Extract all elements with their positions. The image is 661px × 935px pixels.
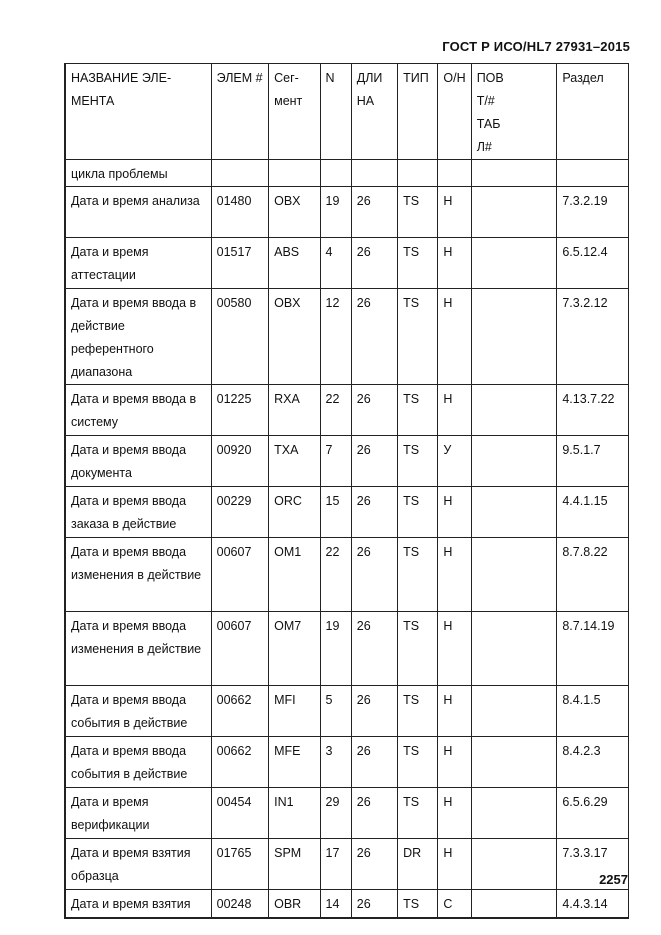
table-row: [65, 436, 629, 487]
table-row: [65, 612, 629, 686]
cell-elem: 00607: [211, 538, 268, 612]
cell-n: 14: [320, 890, 351, 918]
cell-type: TS: [398, 487, 438, 538]
cell-elem: 00662: [211, 686, 268, 737]
cell-required: У: [438, 436, 471, 487]
cell-type: TS: [398, 612, 438, 686]
cell-length: 26: [351, 839, 397, 890]
cell-elem: 00662: [211, 737, 268, 788]
cell-length: 26: [351, 737, 397, 788]
cell-elem: 00454: [211, 788, 268, 839]
cell-required: Н: [438, 612, 471, 686]
cell-required: Н: [438, 289, 471, 385]
cell-required: Н: [438, 788, 471, 839]
cell-n: 22: [320, 385, 351, 436]
cell-type: TS: [398, 890, 438, 918]
cell-segment: ABS: [269, 238, 320, 289]
cell-type: DR: [398, 839, 438, 890]
cell-section: 6.5.6.29: [557, 788, 629, 839]
table-row: [65, 238, 629, 289]
cell-section: 4.13.7.22: [557, 385, 629, 436]
cell-rep-table: [471, 612, 557, 686]
table-row: [65, 487, 629, 538]
cell-rep-table: [471, 788, 557, 839]
cell-name: Дата и время верификации: [65, 788, 211, 839]
cell-n: 12: [320, 289, 351, 385]
page-number: 2257: [599, 872, 628, 887]
cell-section: 8.7.14.19: [557, 612, 629, 686]
cell-required: [438, 160, 471, 187]
cell-type: TS: [398, 187, 438, 238]
cell-required: Н: [438, 686, 471, 737]
cell-elem: 01765: [211, 839, 268, 890]
cell-required: Н: [438, 487, 471, 538]
table-row: [65, 187, 629, 238]
cell-length: 26: [351, 788, 397, 839]
cell-segment: ORC: [269, 487, 320, 538]
cell-segment: MFI: [269, 686, 320, 737]
cell-segment: MFE: [269, 737, 320, 788]
col-header-name: НАЗВАНИЕ ЭЛЕ-МЕНТА: [65, 64, 211, 160]
cell-name: цикла проблемы: [65, 160, 211, 187]
cell-n: 22: [320, 538, 351, 612]
cell-segment: OM1: [269, 538, 320, 612]
cell-length: 26: [351, 385, 397, 436]
cell-section: 9.5.1.7: [557, 436, 629, 487]
cell-name: Дата и время анализа: [65, 187, 211, 238]
cell-name: Дата и время ввода изменения в действие: [65, 538, 211, 612]
cell-name: Дата и время ввода в действие референтного диапазона: [65, 289, 211, 385]
cell-length: 26: [351, 238, 397, 289]
col-header-elem: ЭЛЕМ #: [211, 64, 268, 160]
cell-length: 26: [351, 686, 397, 737]
cell-rep-table: [471, 289, 557, 385]
cell-rep-table: [471, 238, 557, 289]
cell-elem: 00607: [211, 612, 268, 686]
cell-required: Н: [438, 839, 471, 890]
cell-type: TS: [398, 289, 438, 385]
cell-segment: [269, 160, 320, 187]
cell-segment: OBX: [269, 289, 320, 385]
document-header: ГОСТ Р ИСО/HL7 27931–2015: [442, 39, 630, 54]
cell-section: 6.5.12.4: [557, 238, 629, 289]
cell-length: 26: [351, 289, 397, 385]
cell-elem: 01480: [211, 187, 268, 238]
table-row: [65, 385, 629, 436]
cell-type: TS: [398, 385, 438, 436]
cell-name: Дата и время ввода события в действие: [65, 686, 211, 737]
col-header-rep-table: [471, 64, 557, 160]
cell-rep-table: [471, 385, 557, 436]
cell-section: 4.4.3.14: [557, 890, 629, 918]
cell-required: С: [438, 890, 471, 918]
cell-n: 7: [320, 436, 351, 487]
cell-segment: OBX: [269, 187, 320, 238]
col-header-table: ТАБ Л#: [476, 117, 501, 154]
cell-segment: IN1: [269, 788, 320, 839]
cell-section: 7.3.3.17: [557, 839, 629, 890]
cell-type: TS: [398, 238, 438, 289]
cell-length: 26: [351, 187, 397, 238]
cell-n: 3: [320, 737, 351, 788]
cell-rep-table: [471, 436, 557, 487]
cell-section: [557, 160, 629, 187]
cell-elem: 00229: [211, 487, 268, 538]
cell-required: Н: [438, 737, 471, 788]
cell-rep-table: [471, 686, 557, 737]
cell-segment: OM7: [269, 612, 320, 686]
cell-rep-table: [471, 187, 557, 238]
cell-section: 7.3.2.12: [557, 289, 629, 385]
cell-name: Дата и время взятия образца: [65, 839, 211, 890]
table-row: [65, 890, 629, 918]
cell-elem: 01225: [211, 385, 268, 436]
cell-name: Дата и время ввода изменения в действие: [65, 612, 211, 686]
cell-type: TS: [398, 788, 438, 839]
cell-n: 5: [320, 686, 351, 737]
cell-segment: SPM: [269, 839, 320, 890]
col-header-type: ТИП: [398, 64, 438, 160]
cell-name: Дата и время ввода документа: [65, 436, 211, 487]
cell-name: Дата и время аттестации: [65, 238, 211, 289]
cell-rep-table: [471, 487, 557, 538]
table-row: [65, 160, 629, 187]
cell-rep-table: [471, 890, 557, 918]
table-row: [65, 538, 629, 612]
cell-type: TS: [398, 538, 438, 612]
cell-n: 19: [320, 612, 351, 686]
cell-length: 26: [351, 487, 397, 538]
cell-elem: 00920: [211, 436, 268, 487]
table-row: [65, 788, 629, 839]
table-row: [65, 686, 629, 737]
cell-required: Н: [438, 187, 471, 238]
cell-section: 8.4.2.3: [557, 737, 629, 788]
cell-required: Н: [438, 538, 471, 612]
cell-length: 26: [351, 890, 397, 918]
cell-elem: 01517: [211, 238, 268, 289]
cell-n: 19: [320, 187, 351, 238]
cell-section: 7.3.2.19: [557, 187, 629, 238]
cell-type: TS: [398, 436, 438, 487]
table-row: [65, 289, 629, 385]
col-header-section: Раздел: [557, 64, 629, 160]
cell-required: Н: [438, 385, 471, 436]
cell-length: 26: [351, 436, 397, 487]
cell-name: Дата и время ввода в систему: [65, 385, 211, 436]
cell-n: 17: [320, 839, 351, 890]
cell-length: 26: [351, 612, 397, 686]
cell-elem: 00248: [211, 890, 268, 918]
cell-type: TS: [398, 686, 438, 737]
cell-n: [320, 160, 351, 187]
cell-n: 15: [320, 487, 351, 538]
table-header-row: [65, 64, 629, 160]
cell-section: 8.7.8.22: [557, 538, 629, 612]
cell-type: TS: [398, 737, 438, 788]
col-header-required: О/Н: [438, 64, 471, 160]
cell-rep-table: [471, 160, 557, 187]
table-row: [65, 737, 629, 788]
cell-n: 4: [320, 238, 351, 289]
table-row: [65, 839, 629, 890]
cell-required: Н: [438, 238, 471, 289]
col-header-repeat: ПОВ Т/#: [476, 71, 504, 108]
cell-length: 26: [351, 538, 397, 612]
cell-rep-table: [471, 538, 557, 612]
cell-segment: TXA: [269, 436, 320, 487]
cell-rep-table: [471, 737, 557, 788]
cell-n: 29: [320, 788, 351, 839]
data-elements-table: [64, 63, 629, 919]
col-header-length: ДЛИ НА: [351, 64, 397, 160]
col-header-segment: Сег-мент: [269, 64, 320, 160]
cell-section: 4.4.1.15: [557, 487, 629, 538]
cell-segment: RXA: [269, 385, 320, 436]
cell-elem: [211, 160, 268, 187]
cell-section: 8.4.1.5: [557, 686, 629, 737]
cell-segment: OBR: [269, 890, 320, 918]
cell-length: [351, 160, 397, 187]
col-header-n: N: [320, 64, 351, 160]
cell-elem: 00580: [211, 289, 268, 385]
cell-rep-table: [471, 839, 557, 890]
cell-type: [398, 160, 438, 187]
cell-name: Дата и время взятия: [65, 890, 211, 918]
cell-name: Дата и время ввода события в действие: [65, 737, 211, 788]
cell-name: Дата и время ввода заказа в действие: [65, 487, 211, 538]
